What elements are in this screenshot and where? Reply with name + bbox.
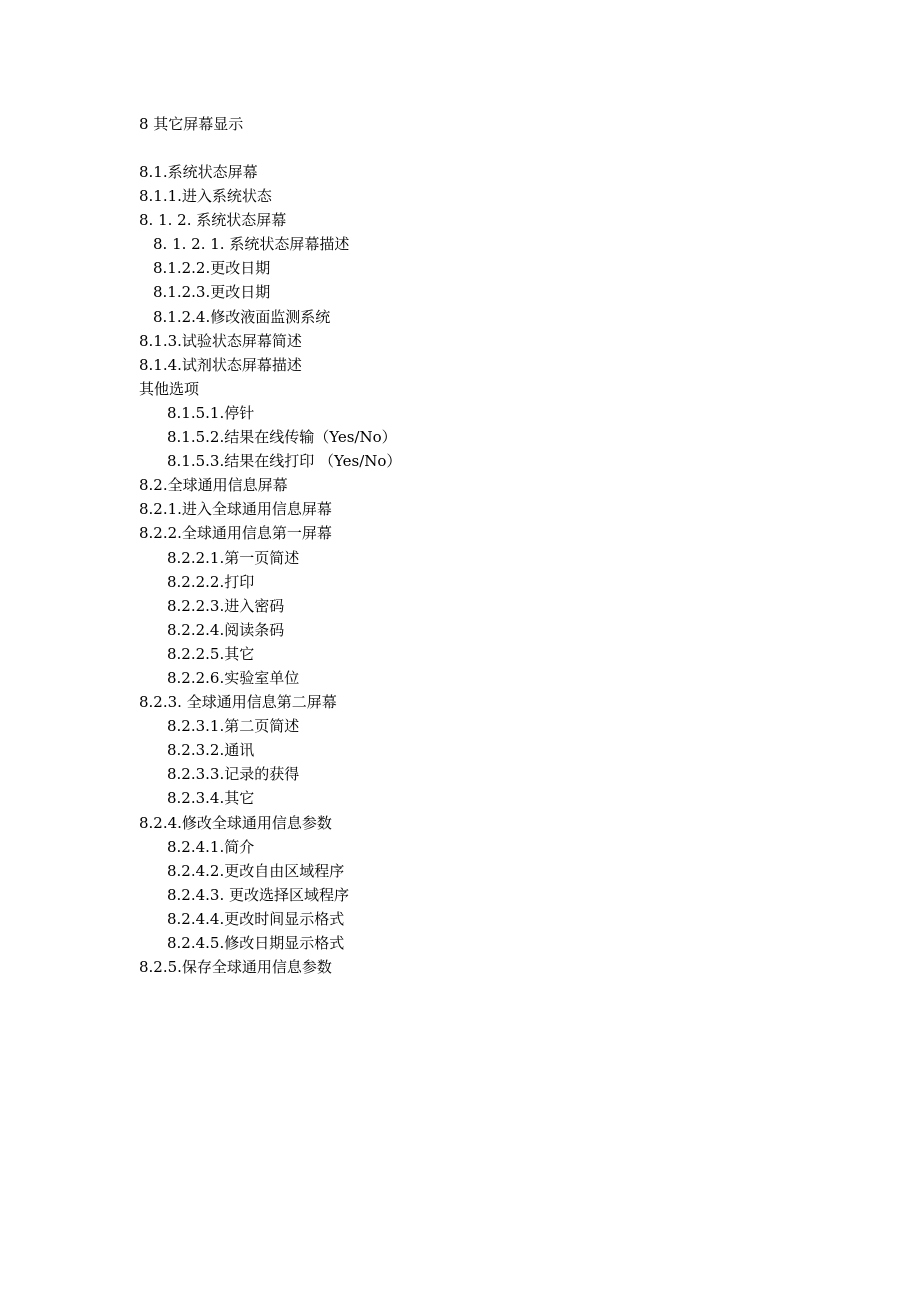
toc-entry: 8.2.4.修改全球通用信息参数 — [139, 813, 332, 832]
toc-entry: 8.2.2.1.第一页简述 — [167, 548, 300, 567]
toc-entry: 8.2.全球通用信息屏幕 — [139, 476, 288, 495]
toc-entry: 8.2.2.2.打印 — [167, 572, 255, 591]
toc-entry: 8.1.5.3.结果在线打印 （Yes/No） — [167, 452, 402, 471]
toc-entry: 8.1.4.试剂状态屏幕描述 — [139, 355, 302, 374]
toc-entry: 8.1.5.1.停针 — [167, 403, 255, 422]
toc-entry: 8.2.4.3. 更改选择区域程序 — [167, 885, 350, 904]
toc-entry: 8.2.4.4.更改时间显示格式 — [167, 909, 345, 928]
toc-entry: 8.2.4.5.修改日期显示格式 — [167, 934, 345, 952]
toc-entry: 8.2.2.全球通用信息第一屏幕 — [139, 524, 332, 543]
toc-entry: 8.1.2.3.更改日期 — [153, 283, 271, 302]
toc-entry: 8.2.4.1.简介 — [167, 837, 255, 856]
toc-entry: 8. 1. 2. 系统状态屏幕 — [139, 211, 287, 230]
toc-entry: 8.2.2.4.阅读条码 — [167, 620, 285, 639]
toc-entry: 8.1.2.2.更改日期 — [153, 259, 271, 278]
document-title: 8 其它屏幕显示 — [139, 115, 244, 133]
toc-entry: 8.2.2.5.其它 — [167, 644, 255, 663]
toc-entry: 8.1.系统状态屏幕 — [139, 163, 258, 181]
toc-entry: 8.2.5.保存全球通用信息参数 — [139, 958, 332, 977]
toc-entry: 8.1.3.试验状态屏幕简述 — [139, 331, 302, 350]
toc-entry: 8.2.3.3.记录的获得 — [167, 765, 300, 784]
toc-entry: 8.2.3.4.其它 — [167, 789, 255, 808]
toc-entry: 其他选项 — [139, 379, 200, 398]
toc-entry: 8.2.2.6.实验室单位 — [167, 668, 300, 687]
toc-entry: 8.2.3.2.通讯 — [167, 741, 255, 760]
toc-entry: 8.2.4.2.更改自由区域程序 — [167, 861, 345, 880]
toc-entry: 8.2.2.3.进入密码 — [167, 596, 285, 615]
toc-entry: 8.1.5.2.结果在线传输（Yes/No） — [167, 428, 397, 447]
toc-entry: 8.2.3.1.第二页简述 — [167, 717, 300, 736]
toc-entry: 8. 1. 2. 1. 系统状态屏幕描述 — [153, 235, 350, 254]
toc-entry: 8.2.1.进入全球通用信息屏幕 — [139, 500, 332, 519]
toc-entry: 8.2.3. 全球通用信息第二屏幕 — [139, 693, 337, 712]
toc-entry: 8.1.2.4.修改液面监测系统 — [153, 307, 331, 326]
table-of-contents — [139, 162, 401, 981]
toc-entry: 8.1.1.进入系统状态 — [139, 187, 272, 206]
